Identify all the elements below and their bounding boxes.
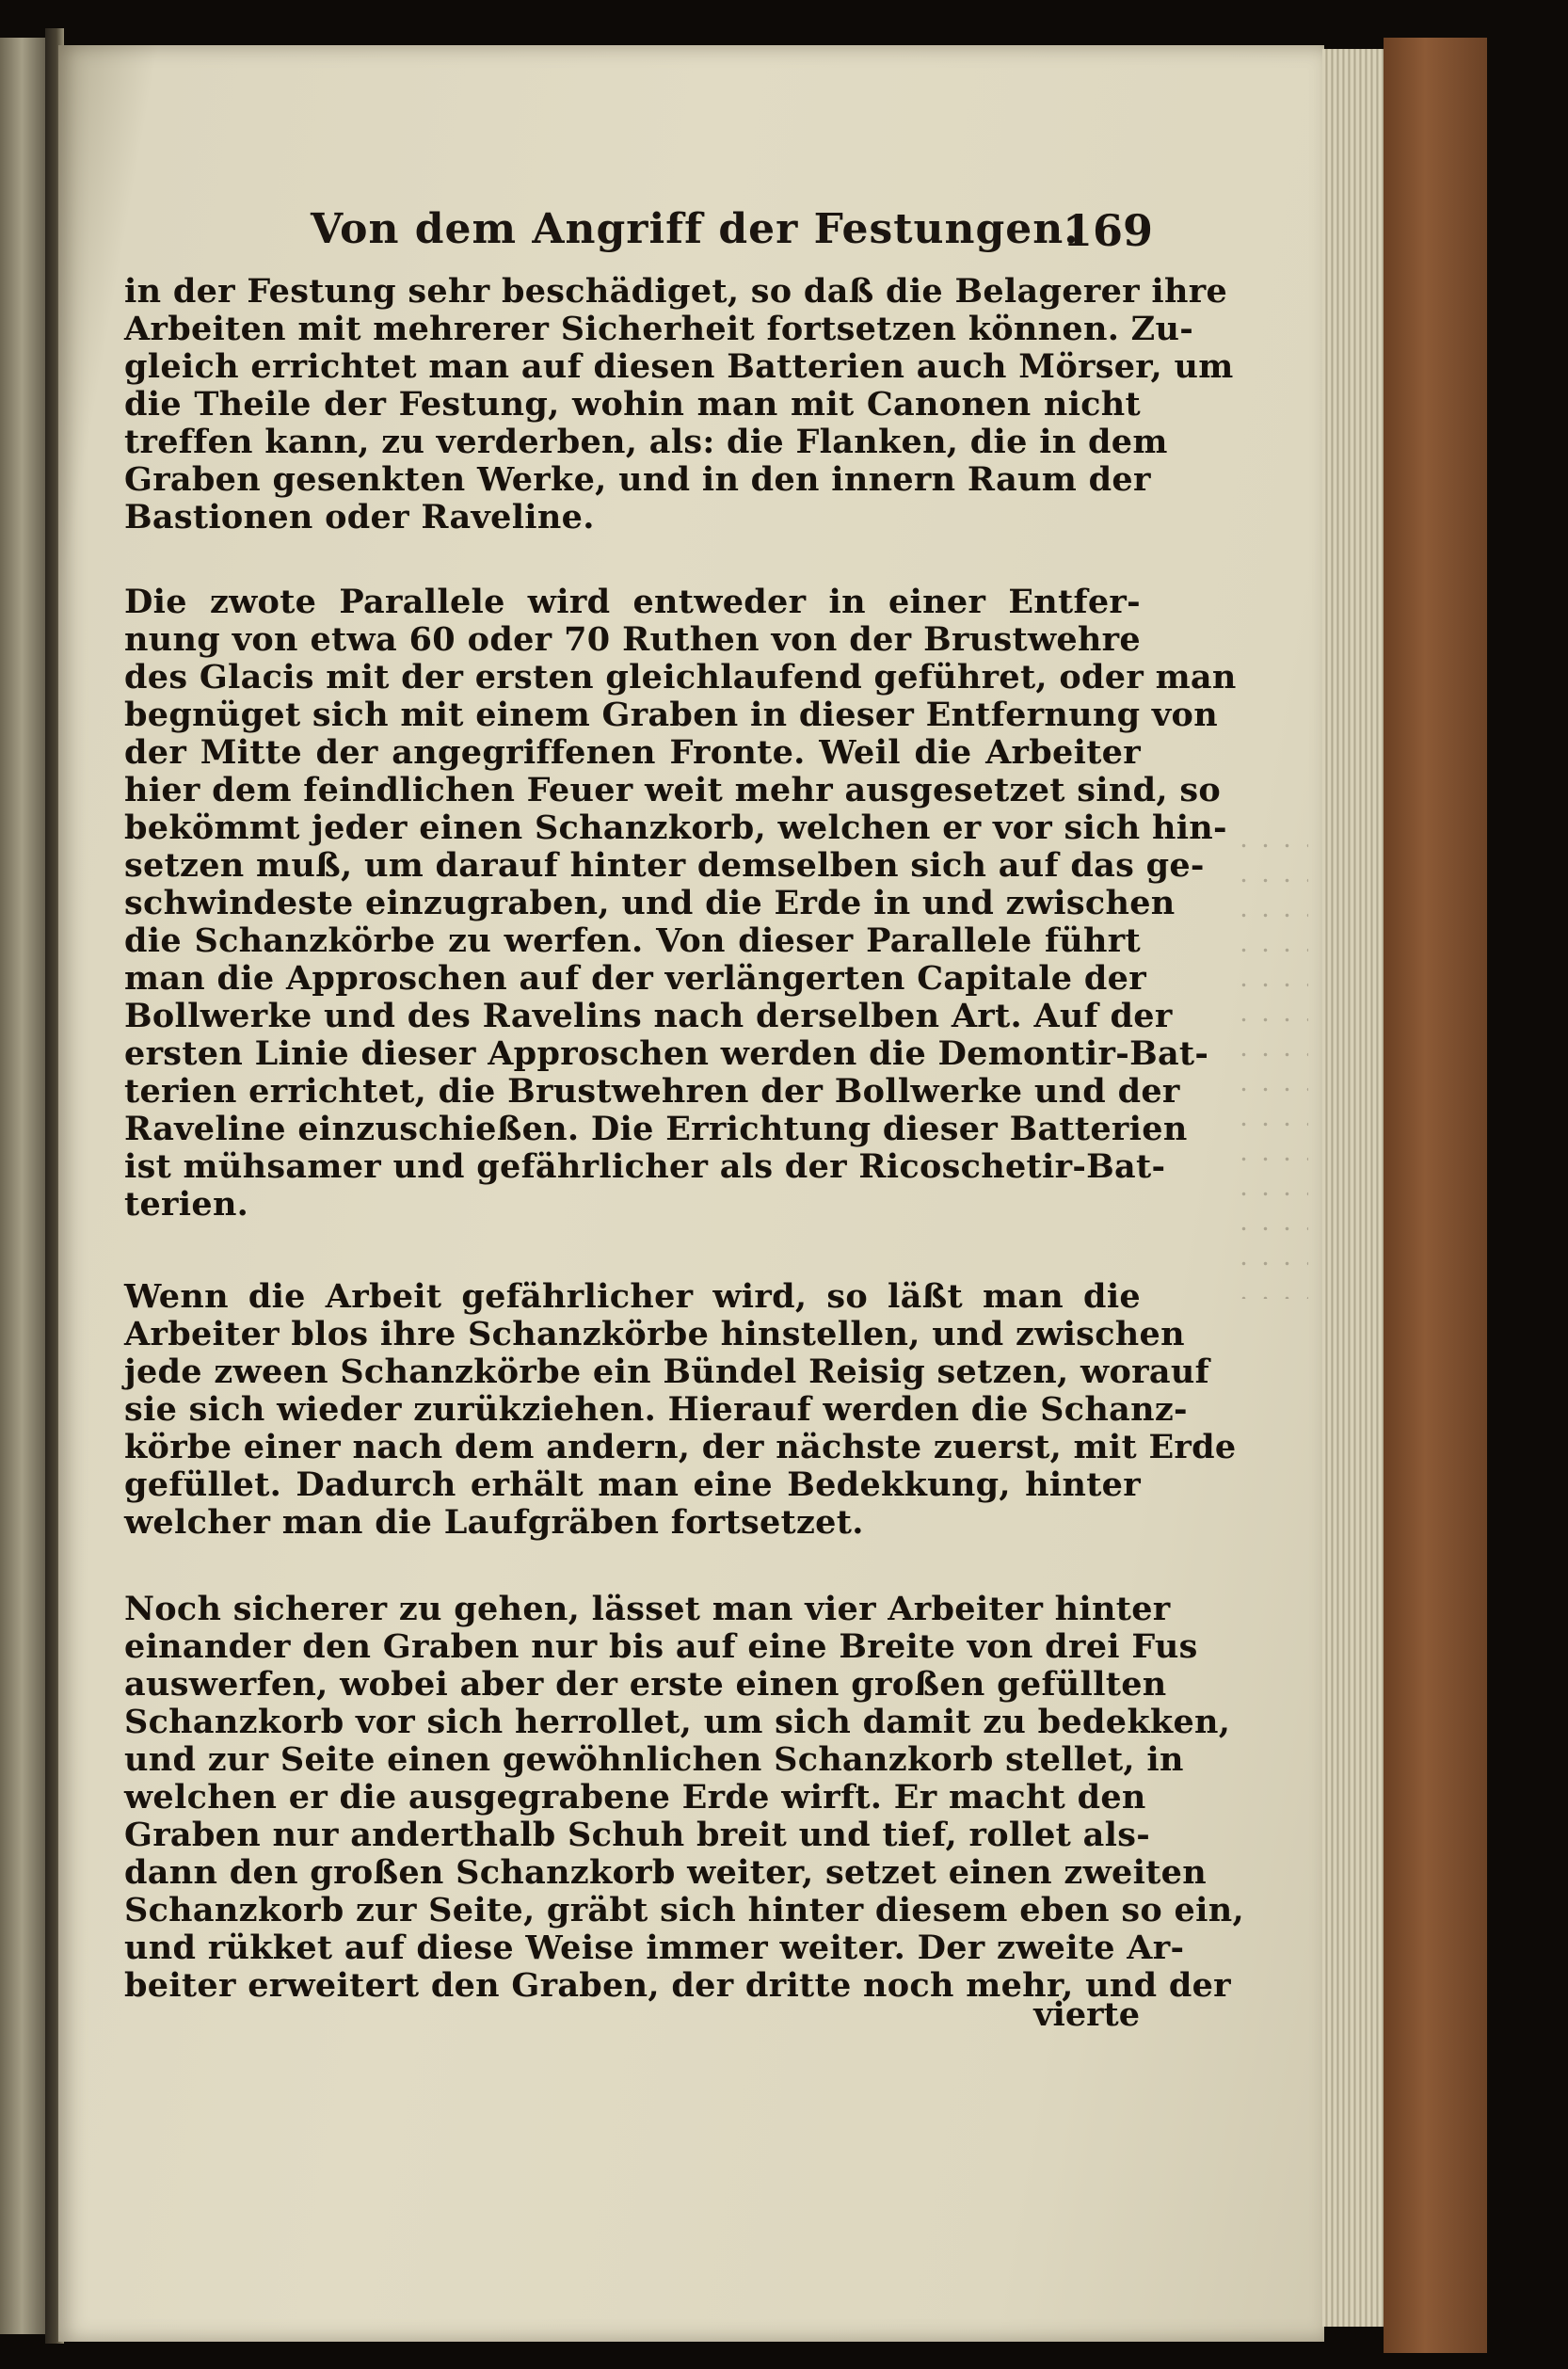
text-line: des Glacis mit der ersten gleichlaufend geführet, oder man bbox=[124, 658, 1237, 696]
text-line: einander den Graben nur bis auf eine Breite von drei Fus bbox=[124, 1627, 1198, 1666]
text-line: Raveline einzuschießen. Die Errichtung dieser Batterien bbox=[124, 1110, 1188, 1148]
text-line: treffen kann, zu verderben, als: die Flanken, die in dem bbox=[124, 423, 1168, 461]
text-line: welcher man die Laufgräben fortsetzet. bbox=[124, 1503, 864, 1542]
text-line: Schanzkorb zur Seite, gräbt sich hinter diesem eben so ein, bbox=[124, 1891, 1244, 1929]
text-line: beiter erweitert den Graben, der dritte noch mehr, und der bbox=[124, 1966, 1231, 2005]
text-line: terien. bbox=[124, 1185, 249, 1224]
page-edges bbox=[1322, 49, 1388, 2327]
catchword: vierte bbox=[1033, 1995, 1140, 2034]
text-line: Graben nur anderthalb Schuh breit und tief, rollet als- bbox=[124, 1816, 1151, 1854]
text-line: man die Approschen auf der verlängerten Capitale der bbox=[124, 959, 1146, 998]
text-line: Arbeiten mit mehrerer Sicherheit fortsetzen können. Zu- bbox=[124, 310, 1194, 348]
text-line: schwindeste einzugraben, und die Erde in und zwischen bbox=[124, 884, 1176, 922]
text-line: welchen er die ausgegrabene Erde wirft. Er macht den bbox=[124, 1778, 1146, 1817]
text-line: nung von etwa 60 oder 70 Ruthen von der Brustwehre bbox=[124, 620, 1141, 659]
text-line: die Schanzkörbe zu werfen. Von dieser Parallele führt bbox=[124, 921, 1141, 960]
paper-specks bbox=[1233, 828, 1308, 1299]
text-line: terien errichtet, die Brustwehren der Bollwerke und der bbox=[124, 1072, 1180, 1111]
text-line: und rükket auf diese Weise immer weiter. Der zweite Ar- bbox=[124, 1929, 1185, 1967]
paragraph-3 bbox=[124, 1277, 1237, 1542]
paragraph-1 bbox=[124, 272, 1234, 536]
text-line: hier dem feindlichen Feuer weit mehr ausgesetzet sind, so bbox=[124, 771, 1221, 809]
text-line: Arbeiter blos ihre Schanzkörbe hinstellen, und zwischen bbox=[124, 1315, 1185, 1353]
text-line: gleich errichtet man auf diesen Batterien auch Mörser, um bbox=[124, 347, 1234, 386]
text-line: Schanzkorb vor sich herrollet, um sich damit zu bedekken, bbox=[124, 1703, 1231, 1741]
text-line: setzen muß, um darauf hinter demselben sich auf das ge- bbox=[124, 846, 1205, 885]
text-line: körbe einer nach dem andern, der nächste zuerst, mit Erde bbox=[124, 1428, 1237, 1466]
paragraph-2 bbox=[124, 583, 1237, 1224]
page-header bbox=[311, 205, 1153, 271]
running-title: Von dem Angriff der Festungen. bbox=[311, 205, 1080, 253]
text-line: gefüllet. Dadurch erhält man eine Bedekkung, hinter bbox=[124, 1465, 1141, 1504]
paragraph-4 bbox=[124, 1590, 1244, 2005]
text-line: Noch sicherer zu gehen, lässet man vier Arbeiter hinter bbox=[124, 1590, 1171, 1628]
text-line: sie sich wieder zurükziehen. Hierauf werden die Schanz- bbox=[124, 1390, 1188, 1429]
text-line: ist mühsamer und gefährlicher als der Ricoschetir-Bat- bbox=[124, 1147, 1166, 1186]
text-line: die Theile der Festung, wohin man mit Canonen nicht bbox=[124, 385, 1141, 424]
text-line: dann den großen Schanzkorb weiter, setzet einen zweiten bbox=[124, 1853, 1207, 1892]
page-number: 169 bbox=[1062, 205, 1153, 256]
book-cover bbox=[1384, 38, 1487, 2353]
text-line: begnüget sich mit einem Graben in dieser Entfernung von bbox=[124, 696, 1218, 734]
text-line: in der Festung sehr beschädiget, so daß die Belagerer ihre bbox=[124, 272, 1228, 311]
text-line: Bollwerke und des Ravelins nach derselben Art. Auf der bbox=[124, 997, 1173, 1035]
text-line: der Mitte der angegriffenen Fronte. Weil die Arbeiter bbox=[124, 733, 1141, 772]
text-line: auswerfen, wobei aber der erste einen großen gefüllten bbox=[124, 1665, 1167, 1704]
text-line: jede zween Schanzkörbe ein Bündel Reisig setzen, worauf bbox=[124, 1353, 1209, 1391]
text-line: Wenn die Arbeit gefährlicher wird, so läßt man die bbox=[124, 1277, 1141, 1316]
text-line: ersten Linie dieser Approschen werden die Demontir-Bat- bbox=[124, 1034, 1209, 1073]
text-line: bekömmt jeder einen Schanzkorb, welchen er vor sich hin- bbox=[124, 808, 1227, 847]
text-line: Die zwote Parallele wird entweder in einer Entfer- bbox=[124, 583, 1141, 621]
text-line: Bastionen oder Raveline. bbox=[124, 498, 595, 536]
text-line: und zur Seite einen gewöhnlichen Schanzkorb stellet, in bbox=[124, 1740, 1184, 1779]
text-line: Graben gesenkten Werke, und in den innern Raum der bbox=[124, 460, 1151, 499]
left-page-edge bbox=[0, 38, 49, 2334]
